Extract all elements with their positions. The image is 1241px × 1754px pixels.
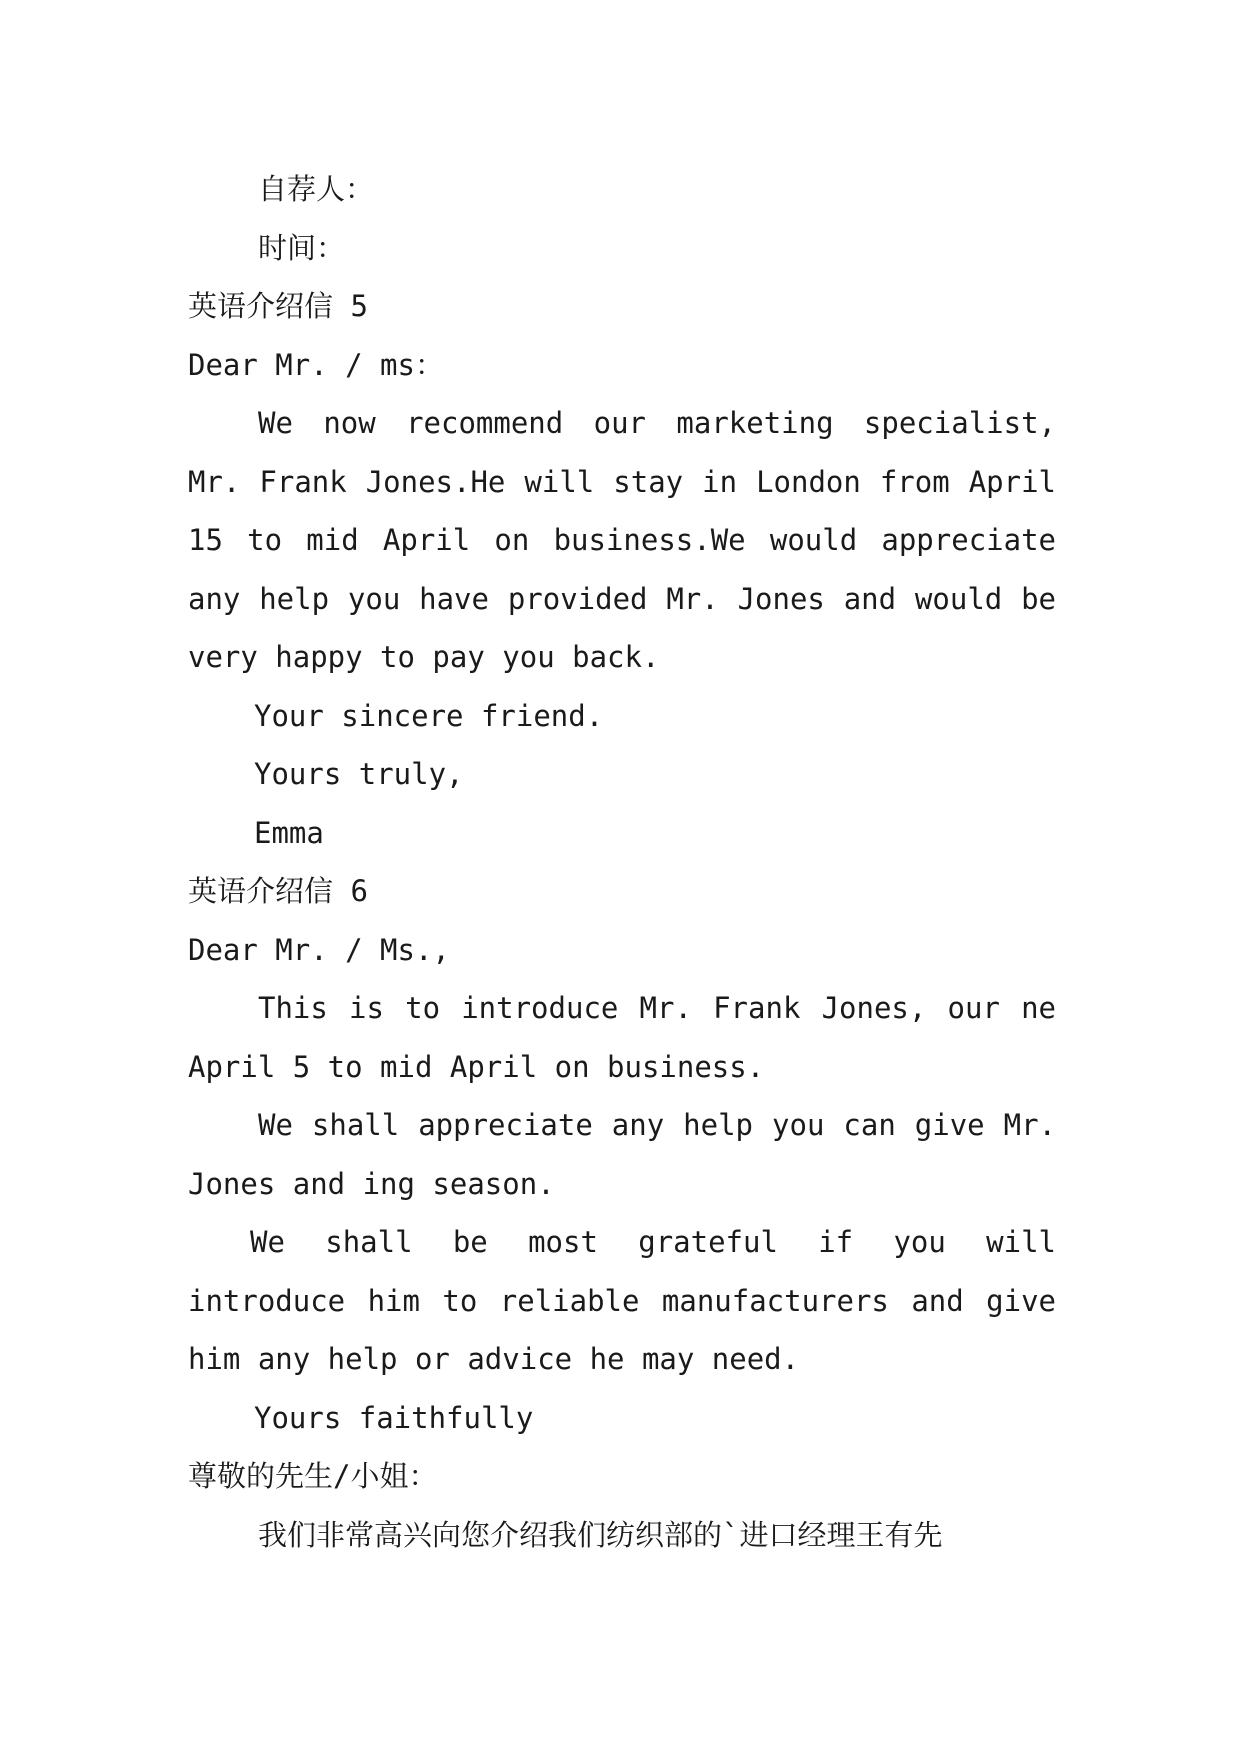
letter6-closing: Yours faithfully bbox=[254, 1400, 534, 1435]
date-label: 时间： bbox=[258, 230, 346, 265]
document-body bbox=[188, 160, 1056, 1564]
letter6-body-grateful bbox=[188, 1213, 1056, 1389]
letter6-title: 英语介绍信 6 bbox=[188, 874, 368, 908]
letter5-title: 英语介绍信 5 bbox=[188, 289, 368, 323]
letter6-body-grateful-text: We shall be most grateful if you will introduce him to reliable manufacturers and give him any help or advice he may need. bbox=[188, 1225, 1056, 1376]
letter5-body bbox=[188, 394, 1056, 687]
letter6-body-intro-text: This is to introduce Mr. Frank Jones, our ne April 5 to mid April on business. bbox=[188, 991, 1056, 1084]
letter5-signature: Emma bbox=[254, 815, 324, 850]
letter5-closing-truly: Yours truly, bbox=[254, 757, 464, 791]
letter6-salutation: Dear Mr. / Ms., bbox=[188, 932, 450, 967]
letter6-body-intro bbox=[188, 979, 1056, 1096]
letter5-salutation: Dear Mr. / ms： bbox=[188, 347, 444, 382]
letter5-closing-friend: Your sincere friend. bbox=[254, 698, 604, 733]
letter5-body-text: We now recommend our marketing specialist, Mr. Frank Jones.He will stay in London from April 15 to mid April on business.We would appreciate any help you have provided Mr. Jones and would be very happy to pay you back. bbox=[188, 406, 1056, 674]
letter6-body-appreciate bbox=[188, 1096, 1056, 1213]
cn-salutation: 尊敬的先生/小姐： bbox=[188, 1459, 438, 1493]
cn-body-start: 我们非常高兴向您介绍我们纺织部的`进口经理王有先 bbox=[258, 1517, 943, 1552]
letter6-body-appreciate-text: We shall appreciate any help you can give Mr. Jones and ing season. bbox=[188, 1108, 1056, 1201]
signer-label: 自荐人： bbox=[258, 172, 375, 206]
